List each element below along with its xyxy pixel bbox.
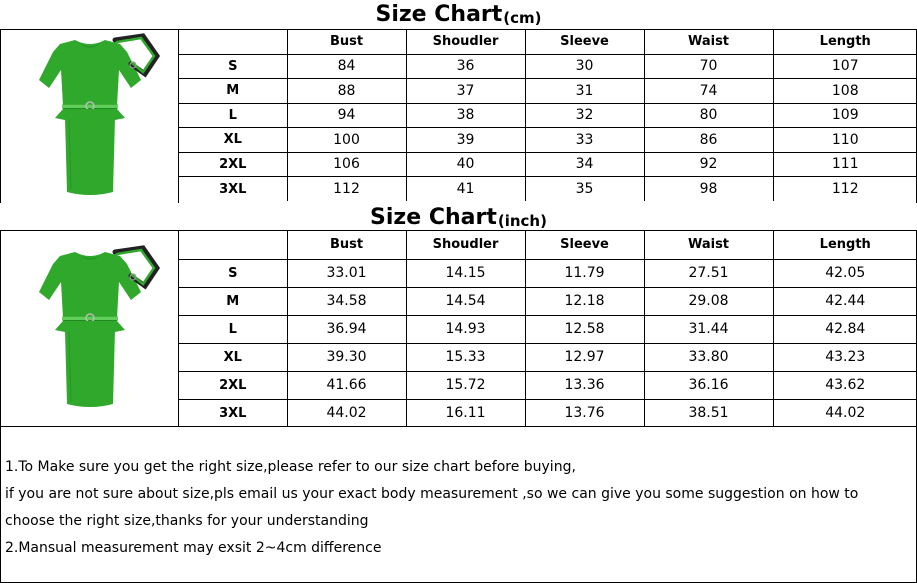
- table-row: [179, 259, 917, 287]
- size-label: M: [179, 287, 287, 315]
- size-chart-cm-title: [0, 0, 917, 28]
- size-label: 2XL: [179, 371, 287, 399]
- measurement-bust: 88: [287, 79, 406, 104]
- table-row: [179, 177, 917, 202]
- column-header-shoudler: Shoudler: [406, 231, 525, 259]
- column-header-bust: Bust: [287, 30, 406, 54]
- measurement-length: 111: [773, 152, 917, 177]
- measurement-bust: 84: [287, 54, 406, 79]
- size-label: S: [179, 259, 287, 287]
- table-row: [179, 152, 917, 177]
- measurement-sleeve: 35: [525, 177, 644, 202]
- dress-shape: [39, 252, 141, 407]
- table-row: [179, 399, 917, 427]
- size-label: 2XL: [179, 152, 287, 177]
- measurement-bust: 34.58: [287, 287, 406, 315]
- column-header-bust: Bust: [287, 231, 406, 259]
- size-label: L: [179, 315, 287, 343]
- measurement-waist: 33.80: [644, 343, 773, 371]
- measurement-length: 42.05: [773, 259, 917, 287]
- measurement-sleeve: 34: [525, 152, 644, 177]
- chart-unit: (inch): [497, 212, 547, 230]
- measurement-waist: 74: [644, 79, 773, 104]
- column-header-shoudler: Shoudler: [406, 30, 525, 54]
- measurement-bust: 33.01: [287, 259, 406, 287]
- header-blank-cell: [179, 231, 287, 259]
- table-row: [179, 287, 917, 315]
- measurement-sleeve: 32: [525, 103, 644, 128]
- measurement-sleeve: 13.36: [525, 371, 644, 399]
- chart-title: Size Chart: [370, 205, 497, 230]
- table-row: [179, 371, 917, 399]
- measurement-shoudler: 15.33: [406, 343, 525, 371]
- size-label: 3XL: [179, 177, 287, 202]
- measurement-length: 109: [773, 103, 917, 128]
- size-table-inch: [179, 231, 917, 427]
- measurement-shoudler: 16.11: [406, 399, 525, 427]
- table-row: [179, 128, 917, 153]
- column-header-sleeve: Sleeve: [525, 231, 644, 259]
- dress-image-cell: [1, 231, 179, 426]
- size-label: XL: [179, 128, 287, 153]
- size-label: S: [179, 54, 287, 79]
- measurement-waist: 38.51: [644, 399, 773, 427]
- note-line: 1.To Make sure you get the right size,please refer to our size chart before buying,: [5, 459, 576, 475]
- measurement-bust: 36.94: [287, 315, 406, 343]
- column-header-waist: Waist: [644, 30, 773, 54]
- measurement-shoudler: 41: [406, 177, 525, 202]
- size-chart-inch-title: [0, 203, 917, 231]
- measurement-waist: 31.44: [644, 315, 773, 343]
- measurement-bust: 41.66: [287, 371, 406, 399]
- measurement-sleeve: 13.76: [525, 399, 644, 427]
- size-table-cm: [179, 30, 917, 201]
- measurement-shoudler: 14.93: [406, 315, 525, 343]
- table-row: [179, 79, 917, 104]
- measurement-waist: 98: [644, 177, 773, 202]
- measurement-length: 112: [831, 181, 859, 197]
- measurement-bust: 44.02: [287, 399, 406, 427]
- measurement-bust: 39.30: [287, 343, 406, 371]
- measurement-bust: 112: [287, 177, 406, 202]
- header-blank-cell: [179, 30, 287, 54]
- column-header-sleeve: Sleeve: [525, 30, 644, 54]
- measurement-shoudler: 15.72: [406, 371, 525, 399]
- size-label: M: [179, 79, 287, 104]
- measurement-bust: 100: [287, 128, 406, 153]
- measurement-length: 43.62: [773, 371, 917, 399]
- measurement-shoudler: 37: [406, 79, 525, 104]
- table-row: [179, 315, 917, 343]
- measurement-length: 108: [773, 79, 917, 104]
- measurement-shoudler: 14.54: [406, 287, 525, 315]
- measurement-waist: 86: [644, 128, 773, 153]
- measurement-waist: 29.08: [644, 287, 773, 315]
- measurement-shoudler: 14.15: [406, 259, 525, 287]
- measurement-length: 42.44: [773, 287, 917, 315]
- table-row: [179, 343, 917, 371]
- measurement-shoudler: 40: [406, 152, 525, 177]
- column-header-waist: Waist: [644, 231, 773, 259]
- table-row: [179, 103, 917, 128]
- measurement-sleeve: 12.58: [525, 315, 644, 343]
- note-line: choose the right size,thanks for your understanding: [5, 513, 369, 529]
- notes-panel: [0, 426, 917, 583]
- chart-unit: (cm): [503, 9, 542, 27]
- size-table-cm-block: [0, 29, 917, 203]
- header-row: [179, 231, 917, 259]
- measurement-sleeve: 12.97: [525, 343, 644, 371]
- note-line: if you are not sure about size,pls email us your exact body measurement ,so we can give you some suggestion on how to: [5, 486, 859, 502]
- measurement-sleeve: 33: [525, 128, 644, 153]
- measurement-length: 44.02: [825, 405, 866, 422]
- measurement-length: 43.23: [773, 343, 917, 371]
- dress-shape: [39, 40, 141, 195]
- column-header-length: Length: [773, 30, 917, 54]
- measurement-sleeve: 30: [525, 54, 644, 79]
- measurement-waist: 92: [644, 152, 773, 177]
- size-label: XL: [179, 343, 287, 371]
- measurement-bust: 106: [287, 152, 406, 177]
- measurement-length: 107: [773, 54, 917, 79]
- measurement-shoudler: 39: [406, 128, 525, 153]
- size-label: 3XL: [179, 399, 287, 427]
- measurement-waist: 27.51: [644, 259, 773, 287]
- header-row: [179, 30, 917, 54]
- measurement-sleeve: 31: [525, 79, 644, 104]
- dress-icon: [15, 239, 165, 419]
- measurement-waist: 36.16: [644, 371, 773, 399]
- note-line: 2.Mansual measurement may exsit 2~4cm difference: [5, 540, 382, 556]
- measurement-sleeve: 11.79: [525, 259, 644, 287]
- measurement-length: 42.84: [773, 315, 917, 343]
- measurement-sleeve: 12.18: [525, 287, 644, 315]
- dress-icon: [15, 32, 165, 202]
- size-label: L: [179, 103, 287, 128]
- measurement-waist: 80: [644, 103, 773, 128]
- column-header-length: Length: [773, 231, 917, 259]
- chart-title: Size Chart: [375, 2, 503, 27]
- size-table-inch-block: [0, 230, 917, 426]
- measurement-shoudler: 36: [406, 54, 525, 79]
- measurement-bust: 94: [287, 103, 406, 128]
- measurement-shoudler: 38: [406, 103, 525, 128]
- table-row: [179, 54, 917, 79]
- measurement-waist: 70: [644, 54, 773, 79]
- dress-image-cell: [1, 30, 179, 203]
- measurement-length: 110: [773, 128, 917, 153]
